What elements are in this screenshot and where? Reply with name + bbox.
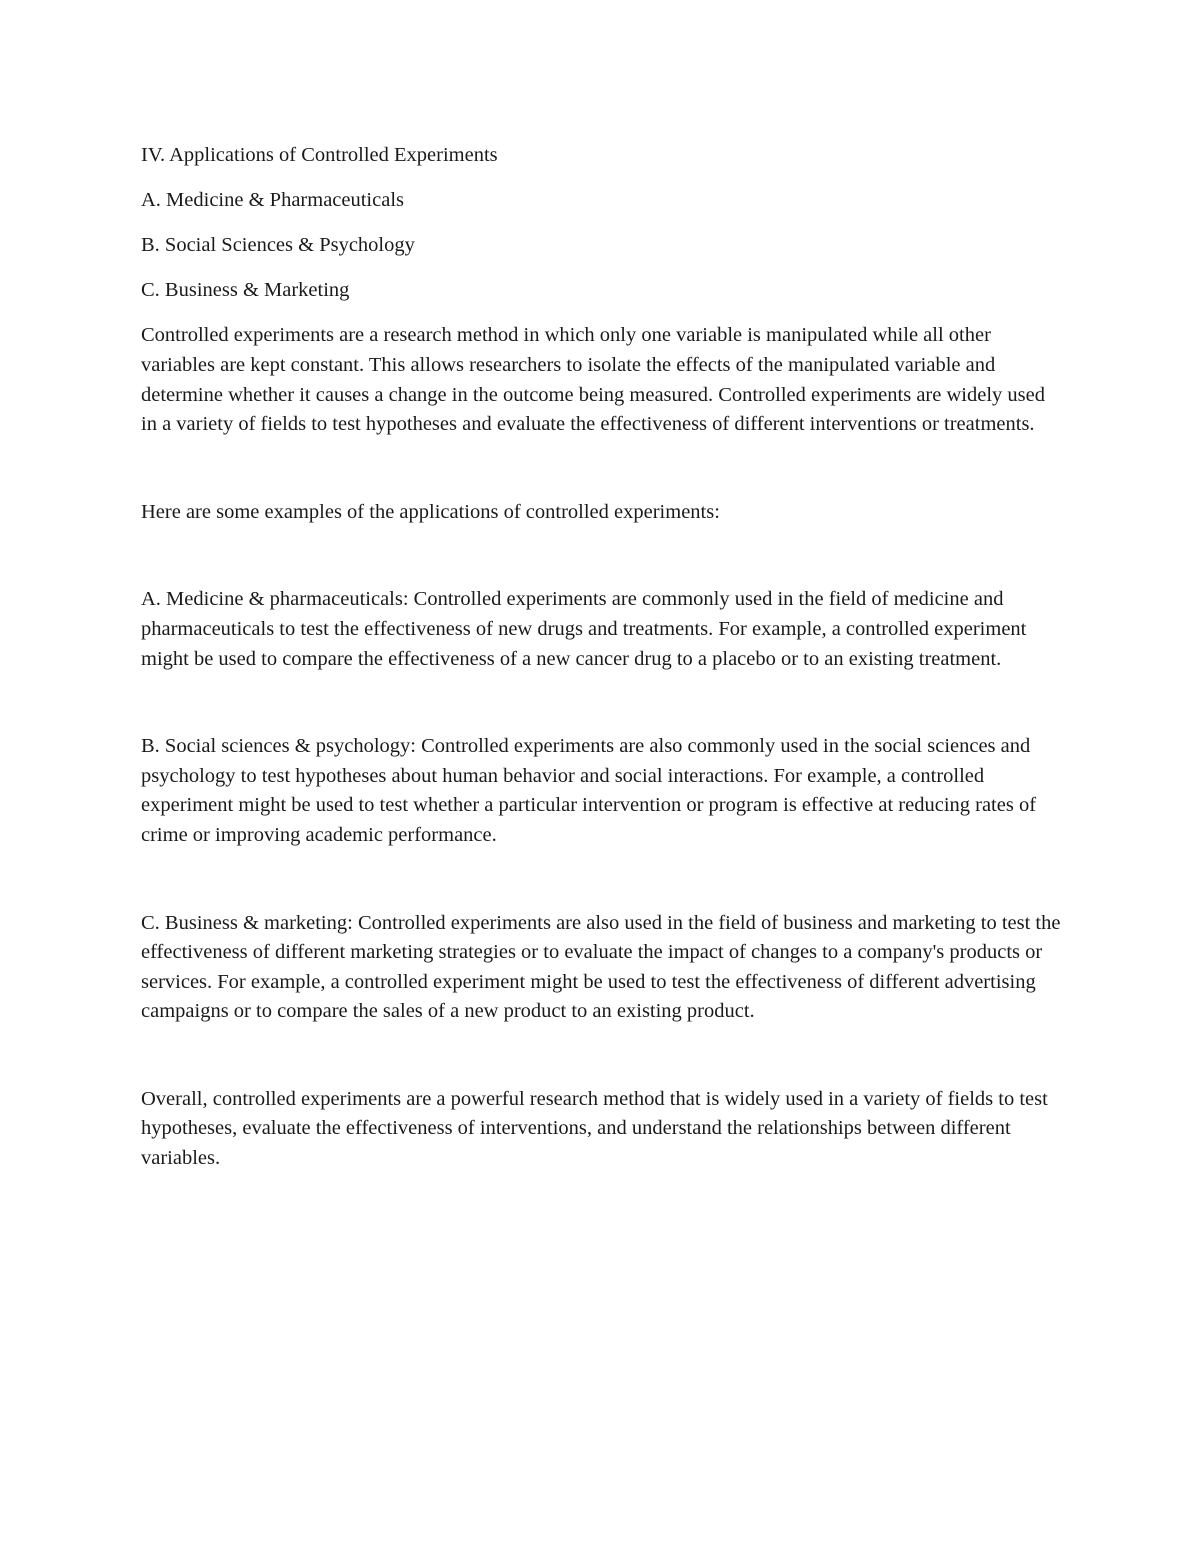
intro-paragraph: Controlled experiments are a research method in which only one variable is manipulated while all other variables are kept constant. This allows researchers to isolate the effects of the manipulated variable and determine whether it causes a change in the outcome being measured. Controlled experiments are widely used in a variety of fields to test hypotheses and evaluate the effectiveness of different interventions or treatments.: [141, 324, 1045, 436]
spacer: [141, 674, 1061, 732]
outline-item-medicine: A. Medicine & Pharmaceuticals: [141, 189, 404, 212]
section-title: IV. Applications of Controlled Experiments: [141, 144, 498, 166]
spacer: [141, 1027, 1061, 1085]
conclusion-paragraph: Overall, controlled experiments are a powerful research method that is widely used in a variety of fields to test hypotheses, evaluate the effectiveness of interventions, and understand the relationships between different variables.: [141, 1087, 1048, 1170]
spacer: [141, 851, 1061, 909]
outline-item-social-sciences: B. Social Sciences & Psychology: [141, 234, 415, 257]
spacer: [141, 527, 1061, 585]
outline-item-business: C. Business & Marketing: [141, 279, 350, 302]
medicine-paragraph: A. Medicine & pharmaceuticals: Controlled experiments are commonly used in the field of medicine and pharmaceuticals to test the effectiveness of new drugs and treatments. For example, a controlled experiment might be used to compare the effectiveness of a new cancer drug to a placebo or to an existing treatment.: [141, 588, 1027, 670]
examples-lead-paragraph: Here are some examples of the applications of controlled experiments:: [141, 500, 720, 523]
spacer: [141, 440, 1061, 498]
business-paragraph: C. Business & marketing: Controlled experiments are also used in the field of business and marketing to test the effectiveness of different marketing strategies or to evaluate the impact of changes to a company's products or services. For example, a controlled experiment might be used to test the effectiveness of different advertising campaigns or to compare the sales of a new product to an existing product.: [141, 911, 1061, 1023]
document-body: [141, 141, 1061, 1174]
social-sciences-paragraph: B. Social sciences & psychology: Controlled experiments are also commonly used in the social sciences and psychology to test hypotheses about human behavior and social interactions. For example, a controlled experiment might be used to test whether a particular intervention or program is effective at reducing rates of crime or improving academic performance.: [141, 735, 1037, 846]
